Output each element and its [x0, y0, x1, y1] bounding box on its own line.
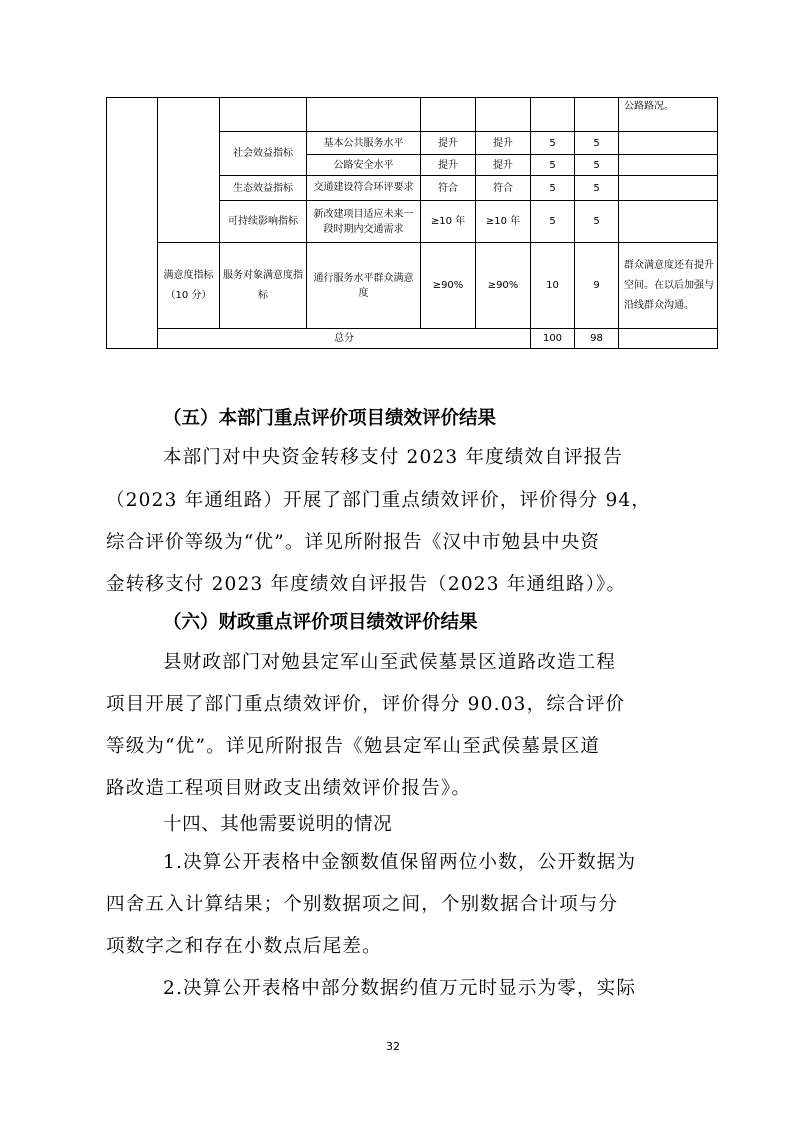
section-5-heading: （五）本部门重点评价项目绩效评价结果 [163, 408, 497, 429]
table-cell-level3: 可持续影响指标 [220, 201, 307, 243]
table-cell [531, 98, 575, 132]
table-cell [476, 98, 531, 132]
table-cell-level1 [107, 98, 158, 349]
table-cell: ≥90% [421, 243, 476, 329]
table-row-total [107, 329, 718, 349]
paragraph-line: 本部门对中央资金转移支付 2023 年度绩效自评报告 [163, 447, 624, 468]
paragraph-line: 四舍五入计算结果；个别数据项之间，个别数据合计项与分 [106, 894, 619, 915]
performance-indicator-table [106, 97, 718, 349]
table-cell: ≥90% [476, 243, 531, 329]
table-cell: 5 [531, 155, 575, 176]
table-cell-total: 98 [575, 329, 619, 349]
table-cell-total: 100 [531, 329, 575, 349]
table-cell-total-label: 总分 [158, 329, 531, 349]
table-cell: 提升 [476, 155, 531, 176]
paragraph-line: 项数字之和存在小数点后尾差。 [106, 936, 382, 957]
paragraph-line: 等级为“优”。详见所附报告《勉县定军山至武侯墓景区道 [106, 736, 601, 757]
table-cell: 提升 [421, 155, 476, 176]
table-cell: 5 [575, 201, 619, 243]
table-cell-level2 [158, 98, 220, 243]
table-cell-note [619, 132, 718, 155]
paragraph-line: （2023 年通组路）开展了部门重点绩效评价，评价得分 94， [106, 490, 652, 511]
table-cell-level3: 社会效益指标 [220, 132, 307, 176]
table-cell: 9 [575, 243, 619, 329]
paragraph-line: 路改造工程项目财政支出绩效评价报告》。 [106, 778, 472, 799]
table-cell [421, 98, 476, 132]
section-6-heading: （六）财政重点评价项目绩效评价结果 [163, 612, 478, 633]
table-cell-indicator: 新改建项目适应未来一段时期内交通需求 [307, 201, 421, 243]
paragraph-line: 项目开展了部门重点绩效评价，评价得分 90.03，综合评价 [106, 694, 626, 715]
paragraph-line: 金转移支付 2023 年度绩效自评报告（2023 年通组路）》。 [106, 574, 627, 595]
table-cell: 5 [531, 176, 575, 201]
table-cell: 5 [531, 201, 575, 243]
table-cell-level3: 生态效益指标 [220, 176, 307, 201]
table-cell: 符合 [421, 176, 476, 201]
table-cell-level2: 满意度指标（10 分） [158, 243, 220, 329]
table-cell-note [619, 201, 718, 243]
table-cell: 5 [575, 176, 619, 201]
table-cell: 5 [575, 132, 619, 155]
paragraph-line: 2.决算公开表格中部分数据约值万元时显示为零，实际 [163, 978, 637, 999]
section-14-heading: 十四、其他需要说明的情况 [163, 814, 393, 835]
table-cell-indicator: 通行服务水平群众满意度 [307, 243, 421, 329]
page-number: 32 [386, 1040, 400, 1053]
table-cell [220, 98, 307, 132]
table-cell-note [619, 155, 718, 176]
table-cell-indicator: 基本公共服务水平 [307, 132, 421, 155]
paragraph-line: 1.决算公开表格中金额数值保留两位小数，公开数据为 [163, 852, 637, 873]
table-cell: 10 [531, 243, 575, 329]
table-cell: ≥10 年 [476, 201, 531, 243]
table-cell: 提升 [421, 132, 476, 155]
table-cell-note [619, 329, 718, 349]
table-cell-level3: 服务对象满意度指标 [220, 243, 307, 329]
table-cell-note: 群众满意度还有提升空间。在以后加强与沿线群众沟通。 [619, 243, 718, 329]
paragraph-line: 综合评价等级为“优”。详见所附报告《汉中市勉县中央资 [106, 532, 601, 553]
table-cell [575, 98, 619, 132]
table-row [107, 243, 718, 329]
table-cell-indicator: 交通建设符合环评要求 [307, 176, 421, 201]
table-cell: 5 [531, 132, 575, 155]
table-cell: 符合 [476, 176, 531, 201]
table-cell: 5 [575, 155, 619, 176]
table-cell: 提升 [476, 132, 531, 155]
table-cell: ≥10 年 [421, 201, 476, 243]
table-cell-indicator: 公路安全水平 [307, 155, 421, 176]
table-row [107, 98, 718, 132]
paragraph-line: 县财政部门对勉县定军山至武侯墓景区道路改造工程 [163, 652, 617, 673]
table-cell-note [619, 176, 718, 201]
table-cell-note: 公路路况。 [619, 98, 718, 132]
table-cell [307, 98, 421, 132]
